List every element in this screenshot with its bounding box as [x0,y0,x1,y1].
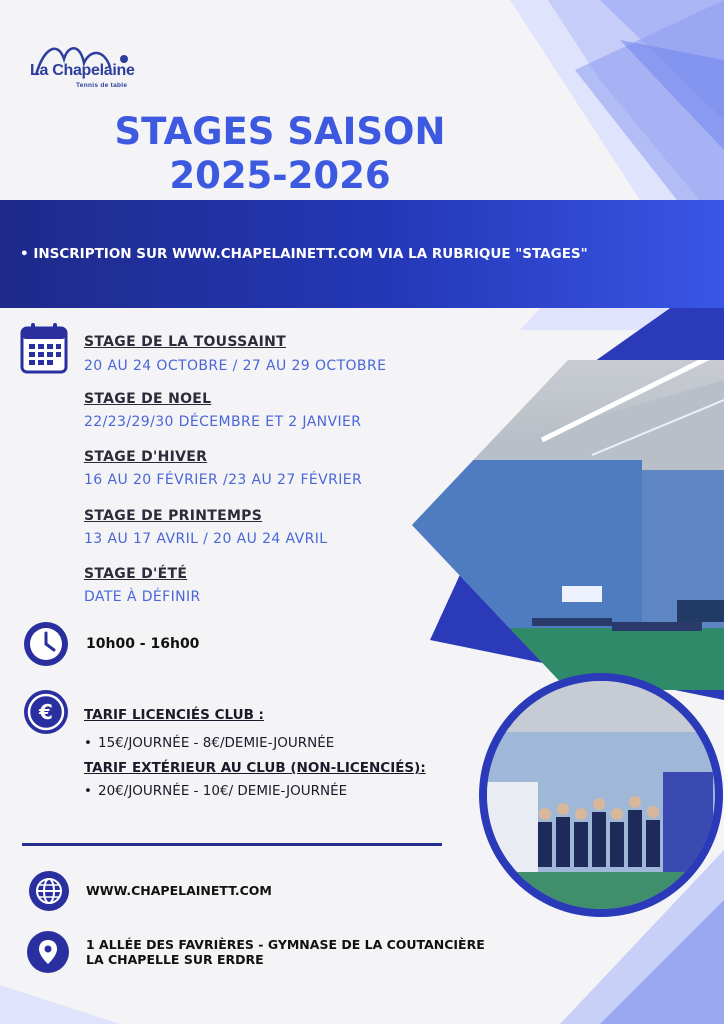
logo-name: La Chapelaine [30,62,135,79]
stage-title-toussaint: STAGE DE LA TOUSSAINT [84,334,286,350]
title-line2: 2025-2026 [169,154,391,197]
euro-icon [22,688,70,736]
stage-title-hiver: STAGE D'HIVER [84,449,208,465]
stage-dates-printemps: 13 AU 17 AVRIL / 20 AU 24 AVRIL [84,531,328,547]
title-line1: STAGES SAISON [114,110,446,153]
gym-photo [412,360,724,690]
address [86,937,485,967]
tarif-club-title: TARIF LICENCIÉS CLUB : [84,707,264,723]
svg-text:€: € [39,700,53,724]
globe-icon [28,870,70,912]
stage-dates-ete: DATE À DÉFINIR [84,589,201,605]
tarif-club-price: • 15€/JOURNÉE - 8€/DEMIE-JOURNÉE [98,735,334,751]
divider [22,843,442,846]
logo-subtitle: Tennis de table [76,82,128,89]
address-line1: 1 ALLÉE DES FAVRIÈRES - GYMNASE DE LA COUTANCIÈRE [86,937,485,952]
location-pin-icon [26,930,70,974]
stage-title-printemps: STAGE DE PRINTEMPS [84,508,263,524]
registration-text: • INSCRIPTION SUR WWW.CHAPELAINETT.COM VIA LA RUBRIQUE "STAGES" [20,246,588,262]
stage-title-noel: STAGE DE NOEL [84,391,212,407]
clock-icon [22,620,70,668]
tarif-ext-price: • 20€/JOURNÉE - 10€/ DEMIE-JOURNÉE [98,783,347,799]
calendar-icon [20,322,68,374]
stage-dates-hiver: 16 AU 20 FÉVRIER /23 AU 27 FÉVRIER [84,472,363,488]
address-line2: LA CHAPELLE SUR ERDRE [86,952,264,967]
stage-title-ete: STAGE D'ÉTÉ [84,566,188,582]
stage-dates-toussaint: 20 AU 24 OCTOBRE / 27 AU 29 OCTOBRE [84,358,387,374]
hours-text: 10h00 - 16h00 [86,636,200,652]
stage-dates-noel: 22/23/29/30 DÉCEMBRE ET 2 JANVIER [84,414,362,430]
tarif-ext-title: TARIF EXTÉRIEUR AU CLUB (NON-LICENCIÉS): [84,760,426,776]
website-link[interactable]: WWW.CHAPELAINETT.COM [86,883,272,898]
page-title [60,110,500,198]
group-photo [478,672,724,918]
